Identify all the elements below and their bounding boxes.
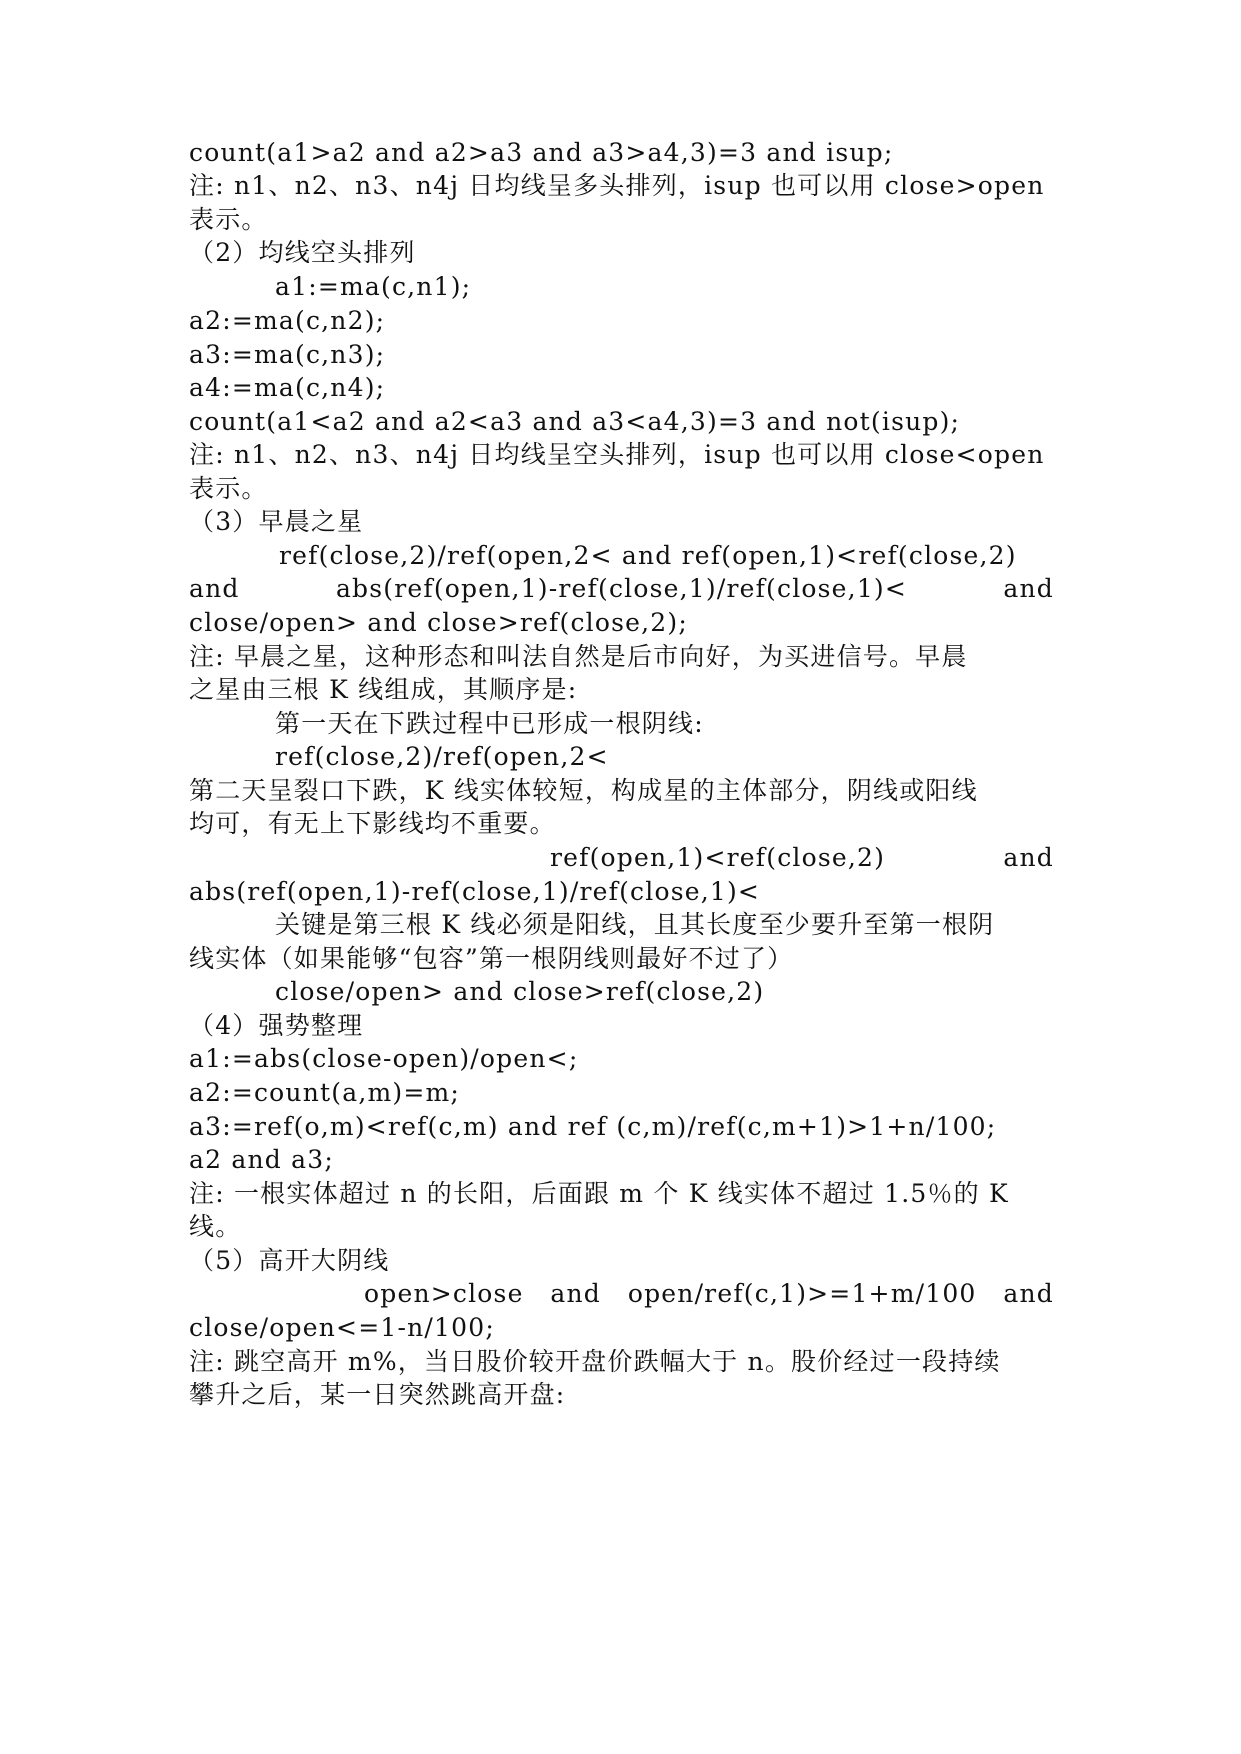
code-line: a2:=count(a,m)=m;	[189, 1078, 461, 1107]
code-token: open>close	[364, 1279, 524, 1308]
code-token: and	[550, 1279, 601, 1308]
text-line: 第一天在下跌过程中已形成一根阴线:	[275, 709, 704, 738]
code-token: abs(ref(open,1)-ref(close,1)/ref(close,1)<	[335, 574, 908, 603]
text-line: 第二天呈裂口下跌，K 线实体较短，构成星的主体部分，阴线或阳线	[189, 776, 978, 805]
code-line: a4:=ma(c,n4);	[189, 373, 386, 402]
code-line-justified	[550, 839, 1054, 877]
text-line: 之星由三根 K 线组成，其顺序是:	[189, 675, 578, 704]
code-line: close/open> and close>ref(close,2)	[275, 977, 765, 1006]
section-heading: （3）早晨之星	[189, 507, 364, 536]
text-line: 注: 一根实体超过 n 的长阳，后面跟 m 个 K 线实体不超过 1.5％的 K	[189, 1179, 1009, 1208]
code-line: a2 and a3;	[189, 1145, 334, 1174]
section-heading: （5）高开大阴线	[189, 1246, 390, 1275]
code-token: and	[1003, 574, 1054, 603]
code-token: ref(open,1)<ref(close,2)	[550, 843, 886, 872]
text-line: 线。	[189, 1212, 242, 1241]
text-line: 注: 早晨之星，这种形态和叫法自然是后市向好，为买进信号。早晨	[189, 642, 968, 671]
code-line: ref(close,2)/ref(open,2< and ref(open,1)<ref(close,2)	[279, 541, 1017, 570]
code-token: open/ref(c,1)>=1+m/100	[627, 1279, 977, 1308]
code-line: count(a1<a2 and a2<a3 and a3<a4,3)=3 and not(isup);	[189, 407, 961, 436]
code-line: a3:=ma(c,n3);	[189, 340, 386, 369]
text-line: 注: n1、n2、n3、n4j 日均线呈空头排列，isup 也可以用 close<open	[189, 440, 1045, 469]
code-line: ref(close,2)/ref(open,2<	[275, 742, 609, 771]
text-line: 表示。	[189, 474, 268, 503]
text-line: 注: 跳空高开 m%，当日股价较开盘价跌幅大于 n。股价经过一段持续	[189, 1347, 1001, 1376]
code-line: abs(ref(open,1)-ref(close,1)/ref(close,1)<	[189, 877, 761, 906]
code-line: close/open> and close>ref(close,2);	[189, 608, 688, 637]
code-line-justified	[364, 1275, 1054, 1313]
code-line-justified	[189, 570, 1054, 608]
code-token: and	[1003, 1279, 1054, 1308]
code-line: a1:=ma(c,n1);	[275, 272, 472, 301]
code-line: a2:=ma(c,n2);	[189, 306, 386, 335]
section-heading: （4）强势整理	[189, 1011, 364, 1040]
code-token: and	[189, 574, 240, 603]
text-line: 攀升之后，某一日突然跳高开盘:	[189, 1380, 566, 1409]
text-line: 线实体（如果能够“包容”第一根阴线则最好不过了）	[189, 944, 794, 973]
code-token: and	[1003, 843, 1054, 872]
text-line: count(a1>a2 and a2>a3 and a3>a4,3)=3 and isup;	[189, 138, 894, 167]
text-line: 表示。	[189, 205, 268, 234]
text-line: 注: n1、n2、n3、n4j 日均线呈多头排列，isup 也可以用 close>open	[189, 171, 1045, 200]
text-line: 均可，有无上下影线均不重要。	[189, 809, 556, 838]
text-line: 关键是第三根 K 线必须是阳线，且其长度至少要升至第一根阴	[275, 910, 995, 939]
code-line: a3:=ref(o,m)<ref(c,m) and ref (c,m)/ref(c,m+1)>1+n/100;	[189, 1112, 997, 1141]
code-line: close/open<=1-n/100;	[189, 1313, 495, 1342]
section-heading: （2）均线空头排列	[189, 238, 416, 267]
code-line: a1:=abs(close-open)/open<;	[189, 1044, 579, 1073]
